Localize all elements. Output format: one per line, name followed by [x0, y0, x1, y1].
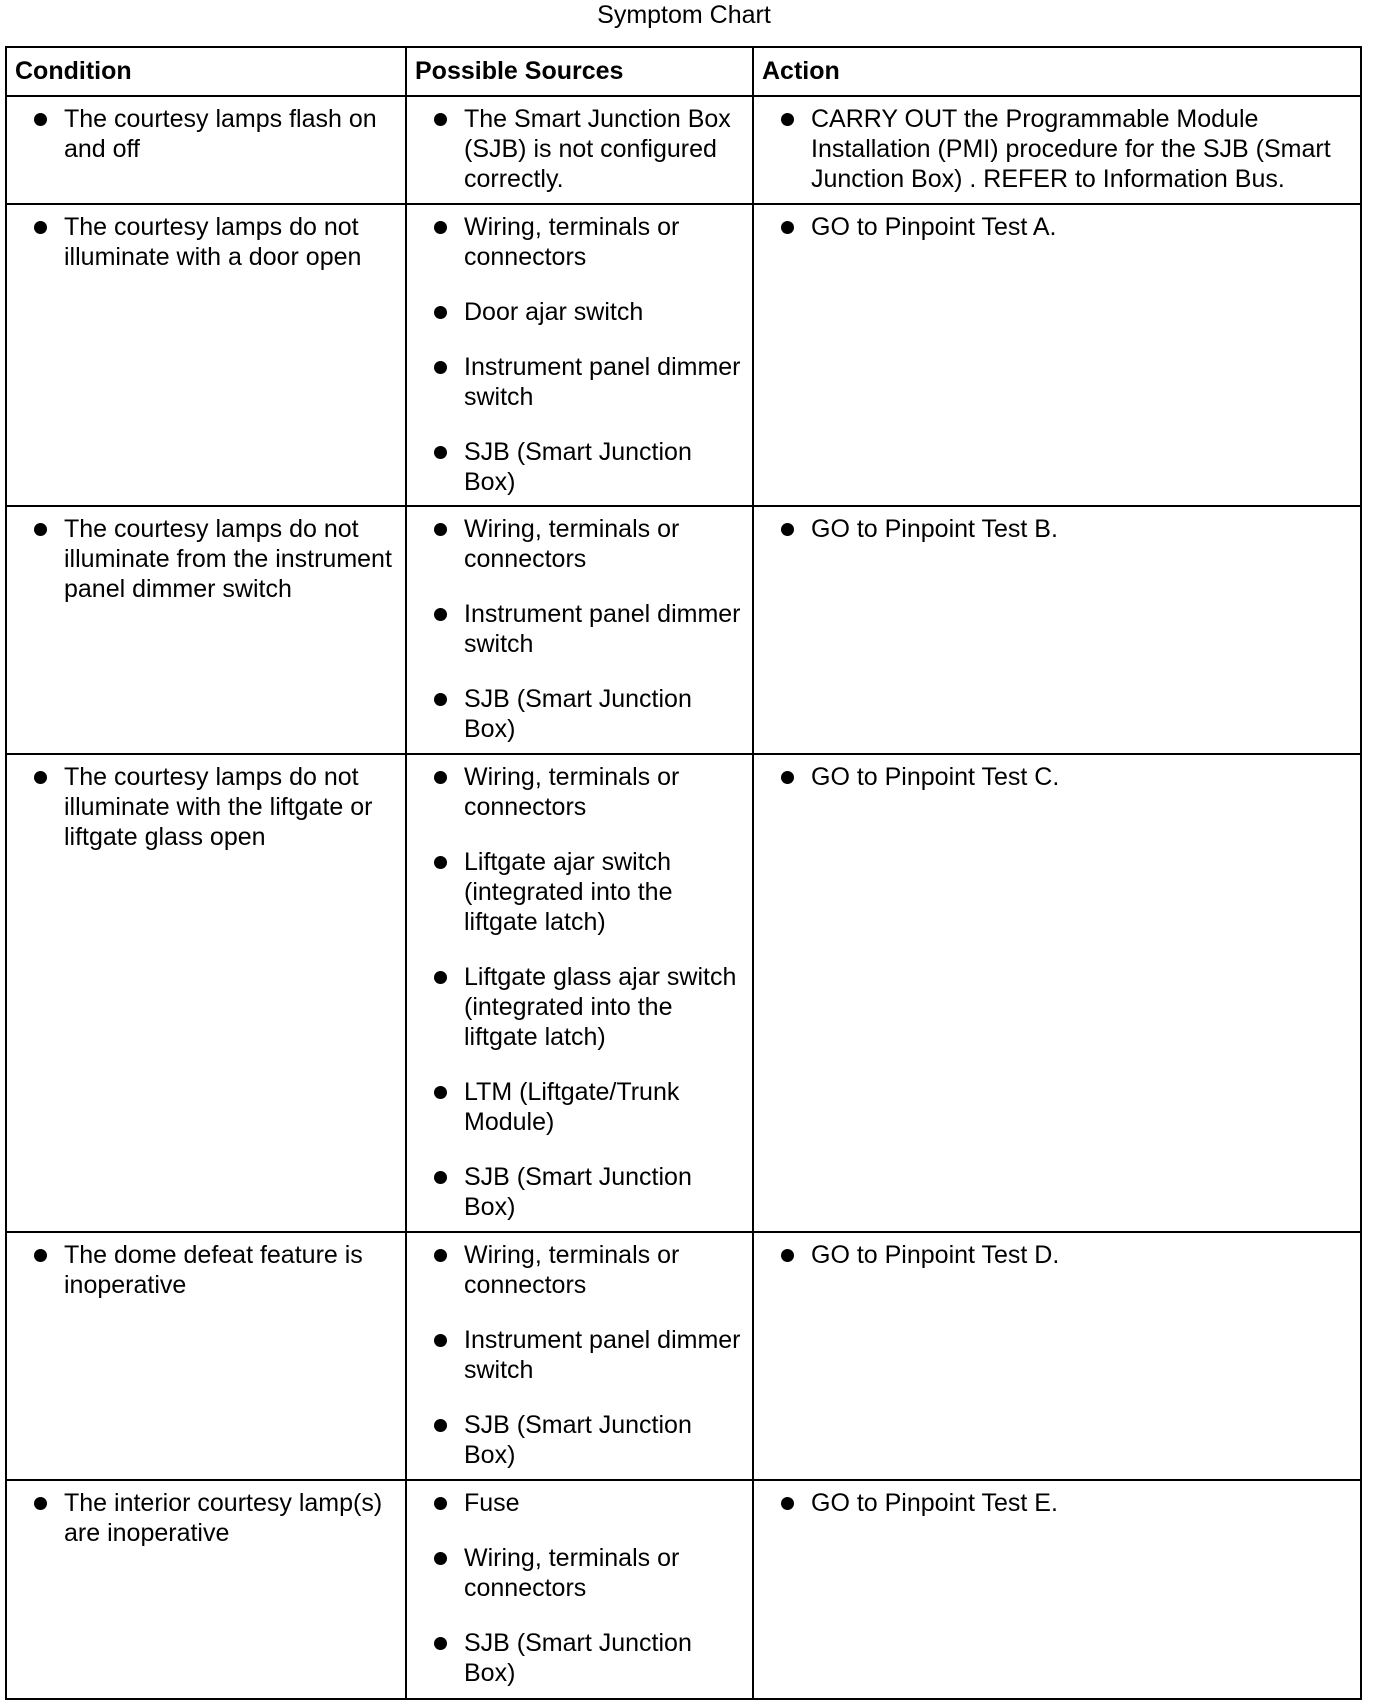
list-item	[7, 1240, 399, 1300]
list-item	[407, 1240, 746, 1300]
sources-cell	[406, 204, 753, 506]
list-item	[407, 514, 746, 574]
item-text: The interior courtesy lamp(s) are inoperative	[64, 1489, 383, 1547]
list-item	[7, 514, 399, 604]
list-item	[754, 1488, 1354, 1518]
bullet-icon	[434, 221, 447, 234]
item-text: Instrument panel dimmer switch	[464, 600, 741, 658]
table-row	[6, 96, 1361, 204]
item-text: Door ajar switch	[464, 298, 644, 326]
list-item	[407, 962, 746, 1052]
item-text: Instrument panel dimmer switch	[464, 1326, 741, 1384]
bullet-icon	[434, 1086, 447, 1099]
action-header: Action	[753, 47, 1361, 96]
bullet-icon	[434, 771, 447, 784]
list-item	[407, 1077, 746, 1137]
action-cell	[753, 1480, 1361, 1699]
list-item	[407, 1488, 746, 1518]
condition-cell	[6, 96, 406, 204]
item-text: LTM (Liftgate/Trunk Module)	[464, 1078, 680, 1136]
item-text: SJB (Smart Junction Box)	[464, 1411, 692, 1469]
bullet-icon	[781, 1497, 794, 1510]
list-item	[407, 1325, 746, 1385]
item-text: GO to Pinpoint Test C.	[811, 763, 1060, 791]
table-row	[6, 1480, 1361, 1699]
bullet-icon	[34, 1249, 47, 1262]
bullet-icon	[434, 1334, 447, 1347]
item-text: SJB (Smart Junction Box)	[464, 438, 692, 496]
bullet-icon	[781, 771, 794, 784]
list-item	[407, 847, 746, 937]
item-text: SJB (Smart Junction Box)	[464, 1163, 692, 1221]
item-text: Liftgate glass ajar switch (integrated into the liftgate latch)	[464, 963, 737, 1051]
list-item	[407, 212, 746, 272]
bullet-icon	[434, 608, 447, 621]
item-text: SJB (Smart Junction Box)	[464, 685, 692, 743]
bullet-icon	[434, 1419, 447, 1432]
table-row	[6, 754, 1361, 1232]
item-text: The courtesy lamps do not illuminate with a door open	[64, 213, 362, 271]
bullet-icon	[34, 523, 47, 536]
item-text: The Smart Junction Box (SJB) is not configured correctly.	[464, 105, 731, 193]
bullet-icon	[34, 113, 47, 126]
table-row	[6, 1232, 1361, 1480]
action-cell	[753, 1232, 1361, 1480]
sources-cell	[406, 506, 753, 754]
list-item	[407, 599, 746, 659]
bullet-icon	[781, 1249, 794, 1262]
sources-cell	[406, 754, 753, 1232]
item-text: SJB (Smart Junction Box)	[464, 1629, 692, 1687]
sources-cell	[406, 1480, 753, 1699]
item-text: Liftgate ajar switch (integrated into the liftgate latch)	[464, 848, 673, 936]
item-text: Wiring, terminals or connectors	[464, 1544, 680, 1602]
list-item	[407, 1628, 746, 1688]
list-item	[7, 104, 399, 164]
symptom-chart-table	[5, 46, 1362, 1700]
sources-cell	[406, 96, 753, 204]
sources-header: Possible Sources	[406, 47, 753, 96]
item-text: GO to Pinpoint Test B.	[811, 515, 1058, 543]
item-text: The courtesy lamps flash on and off	[64, 105, 377, 163]
item-text: GO to Pinpoint Test A.	[811, 213, 1057, 241]
bullet-icon	[34, 221, 47, 234]
list-item	[7, 1488, 399, 1548]
list-item	[407, 297, 746, 327]
bullet-icon	[434, 1552, 447, 1565]
bullet-icon	[434, 1637, 447, 1650]
list-item	[7, 212, 399, 272]
list-item	[407, 1543, 746, 1603]
item-text: The courtesy lamps do not illuminate from the instrument panel dimmer switch	[64, 515, 392, 603]
bullet-icon	[434, 693, 447, 706]
bullet-icon	[434, 361, 447, 374]
list-item	[407, 1410, 746, 1470]
bullet-icon	[434, 306, 447, 319]
action-cell	[753, 754, 1361, 1232]
table-row	[6, 506, 1361, 754]
condition-cell	[6, 204, 406, 506]
condition-cell	[6, 754, 406, 1232]
bullet-icon	[434, 1171, 447, 1184]
bullet-icon	[434, 446, 447, 459]
condition-cell	[6, 1232, 406, 1480]
header-row	[6, 47, 1361, 96]
bullet-icon	[434, 113, 447, 126]
table-row	[6, 204, 1361, 506]
list-item	[407, 104, 746, 194]
bullet-icon	[34, 1497, 47, 1510]
list-item	[407, 684, 746, 744]
item-text: Wiring, terminals or connectors	[464, 213, 680, 271]
bullet-icon	[434, 1497, 447, 1510]
item-text: The courtesy lamps do not illuminate with the liftgate or liftgate glass open	[64, 763, 373, 851]
list-item	[754, 762, 1354, 792]
bullet-icon	[781, 113, 794, 126]
list-item	[754, 212, 1354, 242]
list-item	[754, 1240, 1354, 1270]
condition-header: Condition	[6, 47, 406, 96]
list-item	[407, 352, 746, 412]
item-text: CARRY OUT the Programmable Module Installation (PMI) procedure for the SJB (Smart Junction Box) . REFER to Information Bus.	[811, 105, 1331, 193]
item-text: Wiring, terminals or connectors	[464, 763, 680, 821]
sources-cell	[406, 1232, 753, 1480]
list-item	[407, 1162, 746, 1222]
bullet-icon	[34, 771, 47, 784]
condition-cell	[6, 506, 406, 754]
item-text: Instrument panel dimmer switch	[464, 353, 741, 411]
action-cell	[753, 506, 1361, 754]
page-title: Symptom Chart	[597, 1, 771, 29]
list-item	[754, 514, 1354, 544]
action-cell	[753, 96, 1361, 204]
list-item	[407, 762, 746, 822]
condition-cell	[6, 1480, 406, 1699]
item-text: Wiring, terminals or connectors	[464, 1241, 680, 1299]
bullet-icon	[434, 971, 447, 984]
bullet-icon	[434, 523, 447, 536]
bullet-icon	[434, 856, 447, 869]
action-cell	[753, 204, 1361, 506]
bullet-icon	[434, 1249, 447, 1262]
item-text: GO to Pinpoint Test E.	[811, 1489, 1058, 1517]
bullet-icon	[781, 221, 794, 234]
list-item	[407, 437, 746, 497]
bullet-icon	[781, 523, 794, 536]
item-text: GO to Pinpoint Test D.	[811, 1241, 1060, 1269]
item-text: The dome defeat feature is inoperative	[64, 1241, 363, 1299]
list-item	[7, 762, 399, 852]
item-text: Fuse	[464, 1489, 520, 1517]
list-item	[754, 104, 1354, 194]
item-text: Wiring, terminals or connectors	[464, 515, 680, 573]
